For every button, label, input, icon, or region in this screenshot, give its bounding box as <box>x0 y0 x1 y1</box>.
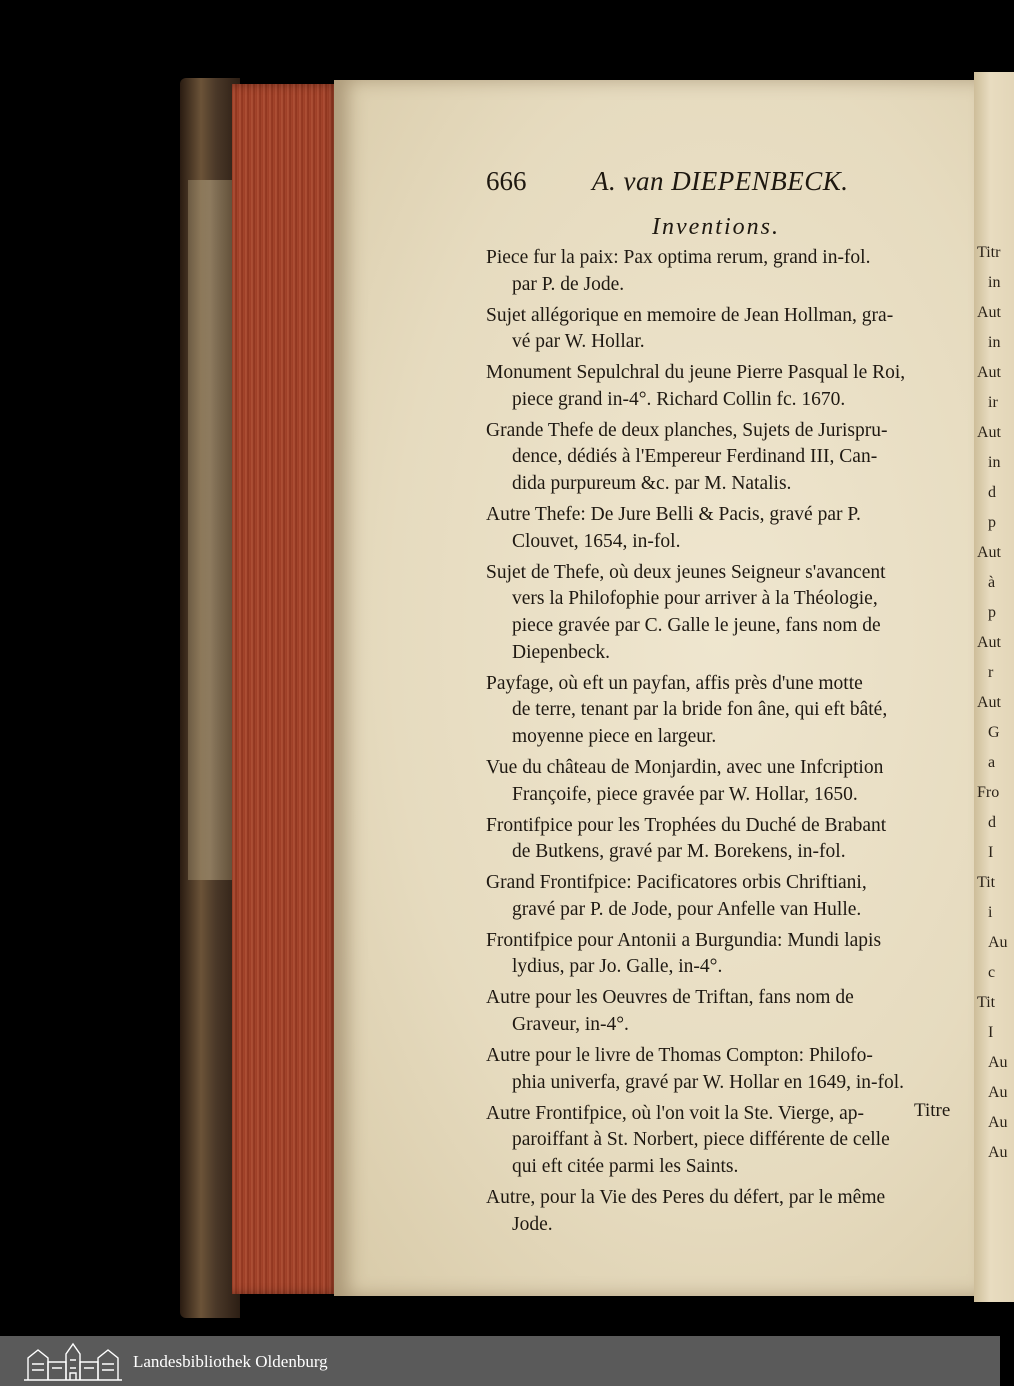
facing-page-fragment: G <box>988 724 1000 741</box>
facing-page-fragment: p <box>988 604 996 621</box>
facing-page-fragment: a <box>988 754 996 771</box>
facing-page-fragment: r <box>988 664 994 681</box>
footer-bar <box>0 1336 1000 1386</box>
entry-continuation-line: vé par W. Hollar. <box>512 331 645 353</box>
entry-first-line: Grande Thefe de deux planches, Sujets de Jurispru- <box>486 419 888 441</box>
entry-continuation-line: Jode. <box>512 1213 553 1235</box>
entry-continuation-line: dence, dédiés à l'Empereur Ferdinand III, Can- <box>512 446 878 468</box>
facing-page-fragment: Titr <box>977 244 1001 261</box>
library-name: Landesbibliothek Oldenburg <box>133 1352 328 1371</box>
entry-first-line: Grand Frontifpice: Pacificatores orbis Chriftiani, <box>486 872 867 894</box>
entry-first-line: Autre pour les Oeuvres de Triftan, fans nom de <box>486 987 854 1009</box>
entry-continuation-line: Clouvet, 1654, in-fol. <box>512 530 681 552</box>
facing-page-fragment: ir <box>988 394 998 411</box>
facing-page-fragment: d <box>988 814 996 831</box>
entry-first-line: Piece fur la paix: Pax optima rerum, grand in-fol. <box>486 247 871 268</box>
entry-continuation-line: Graveur, in-4°. <box>512 1014 629 1036</box>
facing-page-fragment: Aut <box>977 694 1001 711</box>
facing-page-fragment: Au <box>988 1054 1008 1071</box>
facing-page-fragment: Tit <box>977 874 996 891</box>
entry-first-line: Vue du château de Monjardin, avec une Infcription <box>486 757 884 778</box>
facing-page-fragment: Au <box>988 1084 1008 1101</box>
facing-page-fragment: Aut <box>977 634 1001 651</box>
entry-continuation-line: vers la Philofophie pour arriver à la Théologie, <box>512 588 878 610</box>
facing-page-fragment: I <box>988 844 994 861</box>
entry-continuation-line: de Butkens, gravé par M. Borekens, in-fol. <box>512 841 846 863</box>
running-title: A. van DIEPENBECK. <box>592 166 849 196</box>
facing-page-fragment: p <box>988 514 996 531</box>
facing-page-fragment: d <box>988 484 996 501</box>
facing-page-fragment: Fro <box>977 784 1000 801</box>
facing-page-fragment: Aut <box>977 544 1001 561</box>
page-number: 666 <box>486 166 527 196</box>
entry-first-line: Frontifpice pour les Trophées du Duché de Brabant <box>486 814 887 836</box>
entry-first-line: Sujet de Thefe, où deux jeunes Seigneur s'avancent <box>486 561 886 583</box>
entry-first-line: Autre, pour la Vie des Peres du défert, par le même <box>486 1186 886 1208</box>
entry-first-line: Monument Sepulchral du jeune Pierre Pasqual le Roi, <box>486 362 906 384</box>
facing-page-fragment: Au <box>988 934 1008 951</box>
cover-wear-patch <box>188 180 232 880</box>
catchword: Titre <box>914 1100 951 1121</box>
entry-continuation-line: de terre, tenant par la bride fon âne, qui eft bâté, <box>512 699 888 721</box>
facing-page-fragment: in <box>988 334 1001 351</box>
entry-first-line: Sujet allégorique en memoire de Jean Hollman, gra- <box>486 304 894 326</box>
entry-first-line: Autre pour le livre de Thomas Compton: Philofo- <box>486 1045 873 1066</box>
facing-page-fragment: in <box>988 454 1001 471</box>
facing-page-fragment: I <box>988 1024 994 1041</box>
entry-continuation-line: piece gravée par C. Galle le jeune, fans nom de <box>512 615 881 637</box>
facing-page-fragment: Aut <box>977 304 1001 321</box>
library-building-logo-icon <box>22 1340 124 1382</box>
entry-continuation-line: paroiffant à St. Norbert, piece différente de celle <box>512 1129 890 1151</box>
facing-page-fragment: Aut <box>977 364 1001 381</box>
facing-page-fragment: à <box>988 574 996 591</box>
entry-continuation-line: lydius, par Jo. Galle, in-4°. <box>512 956 723 978</box>
entry-continuation-line: dida purpureum &c. par M. Natalis. <box>512 473 792 495</box>
entry-continuation-line: Françoife, piece gravée par W. Hollar, 1650. <box>512 783 858 805</box>
facing-page-fragment: Au <box>988 1114 1008 1131</box>
facing-page-fragment: Au <box>988 1144 1008 1161</box>
entry-continuation-line: qui eft citée parmi les Saints. <box>512 1155 739 1177</box>
entry-first-line: Frontifpice pour Antonii a Burgundia: Mundi lapis <box>486 929 882 951</box>
entry-continuation-line: Diepenbeck. <box>512 641 610 663</box>
facing-page-fragment: in <box>988 274 1001 291</box>
entry-continuation-line: moyenne piece en largeur. <box>512 726 717 748</box>
entry-first-line: Payfage, où eft un payfan, affis près d'une motte <box>486 672 863 694</box>
facing-page-fragment: c <box>988 964 996 981</box>
section-title: Inventions. <box>652 214 780 240</box>
entry-first-line: Autre Thefe: De Jure Belli & Pacis, gravé par P. <box>486 504 861 526</box>
facing-page-fragment: Aut <box>977 424 1001 441</box>
page-edges <box>232 84 340 1294</box>
running-head <box>486 166 886 200</box>
facing-page-fragment: Tit <box>977 994 996 1011</box>
facing-page-fragment: i <box>988 904 993 921</box>
entry-continuation-line: par P. de Jode. <box>512 273 625 295</box>
entry-continuation-line: phia univerfa, gravé par W. Hollar en 1649, in-fol. <box>512 1071 905 1093</box>
entry-continuation-line: piece grand in-4°. Richard Collin fc. 1670. <box>512 388 846 410</box>
entry-first-line: Autre Frontifpice, où l'on voit la Ste. Vierge, ap- <box>486 1102 865 1124</box>
entry-continuation-line: gravé par P. de Jode, pour Anfelle van Hulle. <box>512 898 862 920</box>
facing-page <box>974 72 1014 1302</box>
